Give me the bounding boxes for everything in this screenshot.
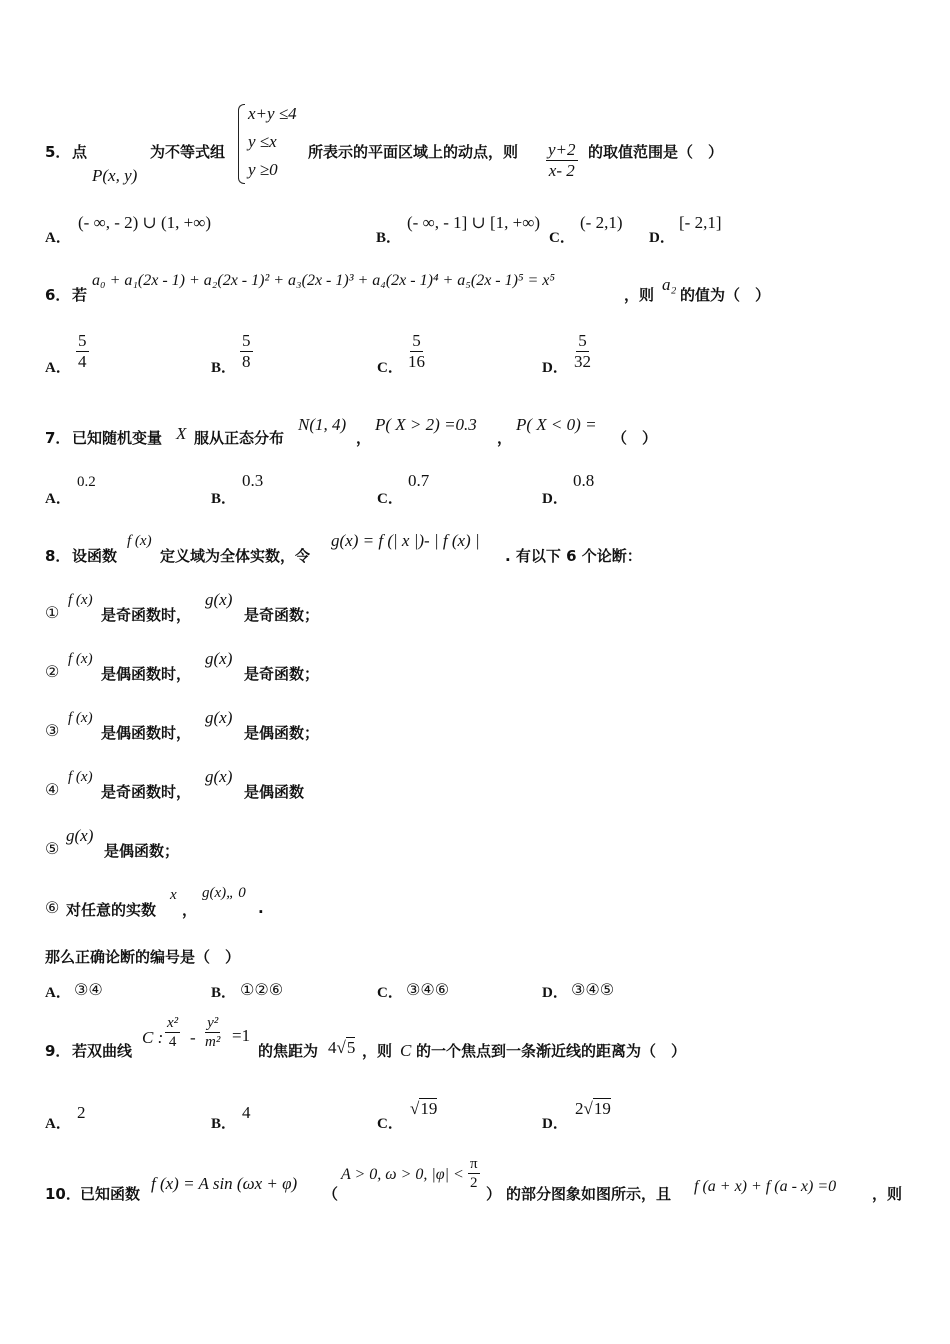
q10-two: 2 (470, 1175, 478, 1192)
q8-text-1: 设函数 (72, 547, 118, 565)
q9-option-d-label: D． (542, 1116, 568, 1132)
q7-option-d-label: D． (542, 491, 568, 507)
q8-option-c-label: C． (377, 985, 403, 1001)
q6-option-a-label: A． (45, 360, 71, 376)
q7-option-a-value: 0.2 (77, 474, 96, 490)
q7-option-d-value: 0.8 (573, 471, 595, 490)
q9-option-a-label: A． (45, 1116, 71, 1132)
q9-number: 9． (45, 1042, 71, 1060)
q6-option-d-fraction (572, 331, 593, 372)
q5-number: 5． (45, 143, 71, 161)
q5-ineq-3: y ≥0 (248, 160, 278, 179)
q9-equals: =1 (232, 1026, 251, 1045)
q5-text-2: 为不等式组 (150, 143, 226, 161)
q8-statement-3-mark: ③ (45, 723, 60, 740)
q5-option-d-label: D． (649, 230, 675, 246)
q8-definition: g(x) = f (| x |)- | f (x) | (331, 531, 480, 550)
q5-brace (238, 104, 245, 184)
q7-number: 7． (45, 429, 71, 447)
q8-function-f: f (x) (127, 533, 152, 549)
q7-option-a-label: A． (45, 491, 71, 507)
q9-curve-name: C : (142, 1028, 164, 1047)
q9-option-c-value (410, 1099, 437, 1119)
q6-number: 6． (45, 286, 71, 304)
q8-statement-4-text-b: 是偶函数 (244, 783, 305, 801)
q8-statement-2-g: g(x) (205, 649, 233, 668)
q8-statement-6-end: . (258, 899, 264, 917)
q7-separator-2: ， (497, 429, 513, 447)
q8-statement-3-text-a: 是偶函数时， (101, 724, 192, 742)
q9-curve-name-2: C (400, 1041, 412, 1060)
q5-option-b-label: B． (376, 230, 402, 246)
q8-option-b-label: B． (211, 985, 237, 1001)
q8-statement-2-text-a: 是偶函数时， (101, 665, 192, 683)
q5-option-d-value: [- 2,1] (679, 213, 722, 232)
q5-point: P(x, y) (92, 166, 138, 185)
q8-option-c-value: ③④⑥ (406, 980, 450, 999)
q6-variable: a₂ (662, 275, 677, 294)
q5-fraction (546, 140, 578, 181)
q6-option-b-numerator: 5 (242, 331, 251, 350)
q10-equation: f (a + x) + f (a - x) =0 (694, 1178, 837, 1195)
q9-minus: - (190, 1028, 196, 1047)
q10-text-1: 已知函数 (80, 1185, 141, 1203)
q9-fraction-y (203, 1015, 222, 1051)
q10-text-3: ，则 (872, 1185, 903, 1203)
q10-function: f (x) = A sin (ωx + φ) (151, 1174, 298, 1193)
q8-question: 那么正确论断的编号是（ ） (45, 948, 241, 966)
q8-statement-1-g: g(x) (205, 590, 233, 609)
q6-option-c-fraction (406, 331, 427, 372)
q9-option-a-value: 2 (77, 1103, 86, 1122)
q9-fraction-x (165, 1015, 180, 1051)
q8-option-a-value: ③④ (74, 980, 103, 999)
q8-statement-1-text-b: 是奇函数； (244, 606, 320, 624)
q9-text-3: ，则 (362, 1042, 393, 1060)
q8-statement-5-mark: ⑤ (45, 841, 60, 858)
q5-option-a-label: A． (45, 230, 71, 246)
q6-option-d-numerator: 5 (578, 331, 587, 350)
q9-fraction-x-denominator: 4 (168, 1034, 177, 1051)
q8-statement-6-mark: ⑥ (45, 900, 60, 917)
q10-pi: π (468, 1156, 480, 1174)
q7-query: P( X < 0) = (516, 415, 597, 434)
q8-text-2: 定义域为全体实数，令 (160, 547, 311, 565)
q8-statement-5-text-b: 是偶函数； (104, 842, 180, 860)
q5-text-1: 点 (72, 143, 88, 161)
q5-ineq-1: x+y ≤4 (248, 104, 297, 123)
q7-distribution: N(1, 4) (298, 415, 347, 434)
q8-text-3: . 有以下 6 个论断： (505, 547, 642, 565)
q5-option-c-value: (- 2,1) (580, 213, 623, 232)
q5-option-c-label: C． (549, 230, 575, 246)
q6-option-b-label: B． (211, 360, 237, 376)
q7-variable: X (176, 424, 187, 443)
q8-statement-1-mark: ① (45, 605, 60, 622)
sqrt-icon: √ (410, 1099, 420, 1118)
q8-option-d-value: ③④⑤ (571, 980, 615, 999)
q8-statement-4-g: g(x) (205, 767, 233, 786)
q8-option-b-value: ①②⑥ (240, 980, 284, 999)
q9-option-d-coefficient: 2 (575, 1099, 584, 1118)
q6-text-2: ，则 (624, 286, 655, 304)
q6-option-a-fraction (76, 331, 89, 372)
q9-focal-coefficient: 4 (328, 1038, 337, 1057)
sqrt-icon: √ (336, 1038, 346, 1057)
q8-statement-2-text-b: 是奇函数； (244, 665, 320, 683)
q5-inequality-system (238, 104, 313, 184)
q10-paren-right: ） (486, 1185, 502, 1203)
q8-option-a-label: A． (45, 985, 71, 1001)
q9-option-c-radicand: 19 (420, 1099, 438, 1118)
q6-option-d-denominator: 32 (574, 351, 591, 371)
q9-option-d-value (575, 1099, 611, 1119)
q8-statement-2-mark: ② (45, 664, 60, 681)
q9-fraction-x-numerator: x² (165, 1015, 180, 1033)
q9-text-4: 的一个焦点到一条渐近线的距离为（ ） (416, 1042, 687, 1060)
q8-statement-5-g: g(x) (66, 826, 94, 845)
q6-option-c-numerator: 5 (412, 331, 421, 350)
q6-text-3: 的值为（ ） (680, 286, 771, 304)
q7-condition: P( X > 2) =0.3 (375, 415, 477, 434)
q5-option-b-value: (- ∞, - 1] ∪ [1, +∞) (407, 213, 541, 232)
q8-statement-3-g: g(x) (205, 708, 233, 727)
q9-text-1: 若双曲线 (72, 1042, 133, 1060)
q9-text-2: 的焦距为 (258, 1042, 319, 1060)
sqrt-icon: √ (583, 1099, 593, 1118)
q8-statement-6-expression: g(x)„ 0 (202, 885, 246, 901)
q6-option-b-fraction (240, 331, 253, 372)
q10-condition: A > 0, ω > 0, |φ| < (341, 1166, 464, 1183)
q9-fraction-y-numerator: y² (205, 1015, 220, 1033)
q5-ineq-2: y ≤x (248, 132, 277, 151)
q7-option-b-label: B． (211, 491, 237, 507)
q9-fraction-y-denominator: m² (205, 1034, 221, 1051)
q6-text-1: 若 (72, 286, 88, 304)
q7-option-c-value: 0.7 (408, 471, 430, 490)
q9-option-d-radicand: 19 (593, 1099, 611, 1118)
q8-statement-6-x: x (170, 887, 177, 903)
q5-text-3: 所表示的平面区域上的动点，则 (308, 143, 519, 161)
q7-option-b-value: 0.3 (242, 471, 264, 490)
q8-statement-3-f: f (x) (68, 710, 93, 726)
q9-focal-radicand: 5 (346, 1038, 356, 1057)
q8-statement-1-text-a: 是奇函数时， (101, 606, 192, 624)
q6-option-a-denominator: 4 (78, 351, 87, 371)
q8-statement-2-f: f (x) (68, 651, 93, 667)
q10-number: 10． (45, 1185, 81, 1203)
q10-text-2: 的部分图象如图所示，且 (506, 1185, 672, 1203)
q8-statement-4-text-a: 是奇函数时， (101, 783, 192, 801)
q10-paren-left: （ (323, 1185, 339, 1203)
q9-option-b-label: B． (211, 1116, 237, 1132)
q7-text-1: 已知随机变量 (72, 429, 163, 447)
q9-option-b-value: 4 (242, 1103, 251, 1122)
q8-statement-1-f: f (x) (68, 592, 93, 608)
q6-option-c-label: C． (377, 360, 403, 376)
q6-expansion: a₀ + a₁(2x - 1) + a₂(2x - 1)² + a₃(2x - 1)³ + a₄(2x - 1)⁴ + a₅(2x - 1)⁵ = x⁵ (92, 272, 555, 289)
q6-option-b-denominator: 8 (242, 351, 251, 371)
q8-statement-3-text-b: 是偶函数； (244, 724, 320, 742)
q8-number: 8． (45, 547, 71, 565)
q9-option-c-label: C． (377, 1116, 403, 1132)
q6-option-d-label: D． (542, 360, 568, 376)
q5-option-a-value: (- ∞, - 2) ∪ (1, +∞) (78, 213, 212, 232)
q8-statement-6-separator: ， (182, 901, 198, 919)
q8-statement-6-text-a: 对任意的实数 (66, 901, 157, 919)
q5-fraction-denominator: x- 2 (548, 160, 575, 180)
q7-option-c-label: C． (377, 491, 403, 507)
q8-statement-4-f: f (x) (68, 769, 93, 785)
q10-pi-over-two (468, 1156, 480, 1192)
q8-statement-4-mark: ④ (45, 782, 60, 799)
q5-text-4: 的取值范围是（ ） (588, 143, 724, 161)
q6-option-c-denominator: 16 (408, 351, 425, 371)
q7-separator-1: ， (356, 429, 372, 447)
q7-text-2: 服从正态分布 (194, 429, 285, 447)
q8-option-d-label: D． (542, 985, 568, 1001)
q5-fraction-numerator: y+2 (548, 140, 576, 159)
q6-option-a-numerator: 5 (78, 331, 87, 350)
q7-text-3: （ ） (612, 429, 658, 447)
q9-focal-length (328, 1038, 355, 1058)
